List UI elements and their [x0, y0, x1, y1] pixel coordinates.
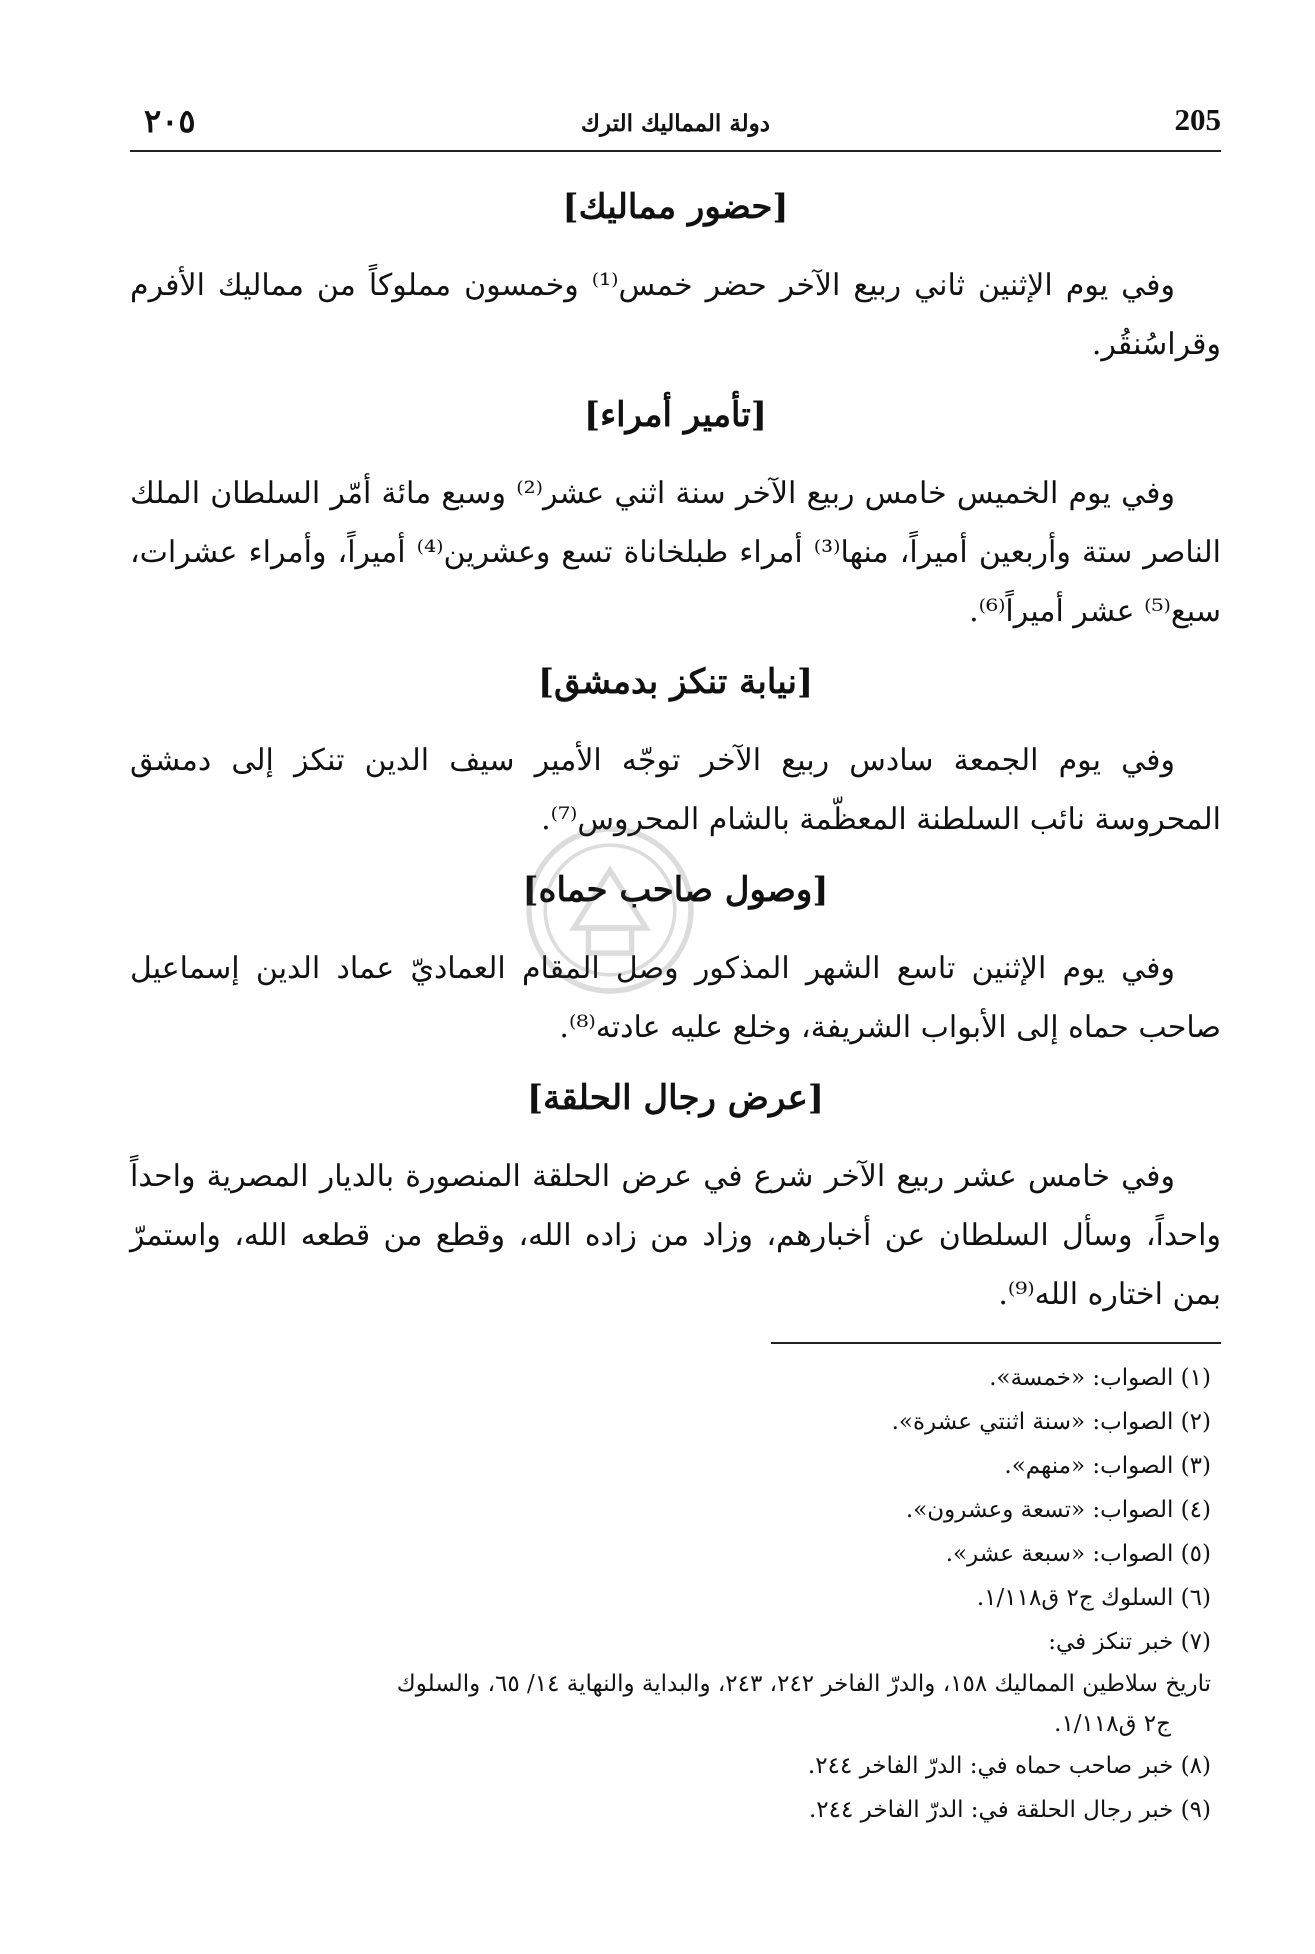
section-paragraph: وفي يوم الجمعة سادس ربيع الآخر توجّه الأمير سيف الدين تنكز إلى دمشق المحروسة نائب السلطنة المعظّمة بالشام المحروس⁽⁷⁾.	[130, 743, 1221, 837]
running-title: دولة المماليك الترك	[580, 110, 771, 137]
footnote: (٧) خبر تنكز في:	[1048, 1629, 1211, 1655]
footnote-continuation: تاريخ سلاطين المماليك ١٥٨، والدرّ الفاخر ٢٤٢، ٢٤٣، والبداية والنهاية ١٤/ ٦٥، والسلوك	[396, 1671, 1211, 1697]
footnote: (٤) الصواب: «تسعة وعشرون».	[905, 1497, 1211, 1523]
section-heading: [حضور مماليك]	[562, 187, 789, 227]
section	[130, 394, 1221, 641]
section-paragraph: وفي يوم الإثنين تاسع الشهر المذكور وصل المقام العماديّ عماد الدين إسماعيل صاحب حماه إلى الأبواب الشريفة، وخلع عليه عادته⁽⁸⁾.	[130, 951, 1221, 1045]
section-heading: [عرض رجال الحلقة]	[527, 1078, 824, 1118]
footnote: (١) الصواب: «خمسة».	[989, 1365, 1211, 1391]
section-paragraph: وفي يوم الخميس خامس ربيع الآخر سنة اثني عشر⁽²⁾ وسبع مائة أمّر السلطان الملك الناصر ستة وأربعين أميراً، منها⁽³⁾ أمراء طبلخاناة تسع وعشرين⁽⁴⁾ أميراً، وأمراء عشرات، سبع⁽⁵⁾ عشر أميراً⁽⁶⁾.	[130, 476, 1221, 629]
section-paragraph: وفي خامس عشر ربيع الآخر شرع في عرض الحلقة المنصورة بالديار المصرية واحداً واحداً، وسأل السلطان عن أخبارهم، وزاد من زاده الله، وقطع من قطعه الله، واستمرّ بمن اختاره الله⁽⁹⁾.	[130, 1159, 1221, 1312]
footnote: (٩) خبر رجال الحلقة في: الدرّ الفاخر ٢٤٤.	[808, 1797, 1211, 1823]
section-heading: [نيابة تنكز بدمشق]	[537, 662, 814, 702]
library-watermark-icon	[520, 820, 700, 1000]
section-heading: [تأمير أمراء]	[584, 395, 767, 435]
footnote: (٨) خبر صاحب حماه في: الدرّ الفاخر ٢٤٤.	[807, 1753, 1211, 1779]
page-number-arabic: ٢٠٥	[144, 102, 196, 140]
footnotes	[130, 1342, 1221, 1832]
page-header	[130, 98, 1221, 152]
footnote-continuation: ج٢ ق١/١١٨.	[1054, 1711, 1171, 1737]
main-text	[130, 172, 1221, 1344]
section	[130, 186, 1221, 374]
footnote: (٦) السلوك ج٢ ق١/١١٨.	[976, 1585, 1211, 1611]
section-paragraph: وفي يوم الإثنين ثاني ربيع الآخر حضر خمس⁽¹⁾ وخمسون مملوكاً من مماليك الأفرم وقراسُنقُر.	[130, 268, 1221, 362]
footnote: (٣) الصواب: «منهم».	[1004, 1453, 1211, 1479]
footnote: (٥) الصواب: «سبعة عشر».	[945, 1541, 1211, 1567]
section	[130, 1077, 1221, 1324]
section-heading: [وصول صاحب حماه]	[522, 870, 829, 910]
footnote: (٢) الصواب: «سنة اثنتي عشرة».	[891, 1409, 1211, 1435]
footnote-divider	[771, 1342, 1221, 1344]
page-number-latin: 205	[1174, 102, 1221, 137]
